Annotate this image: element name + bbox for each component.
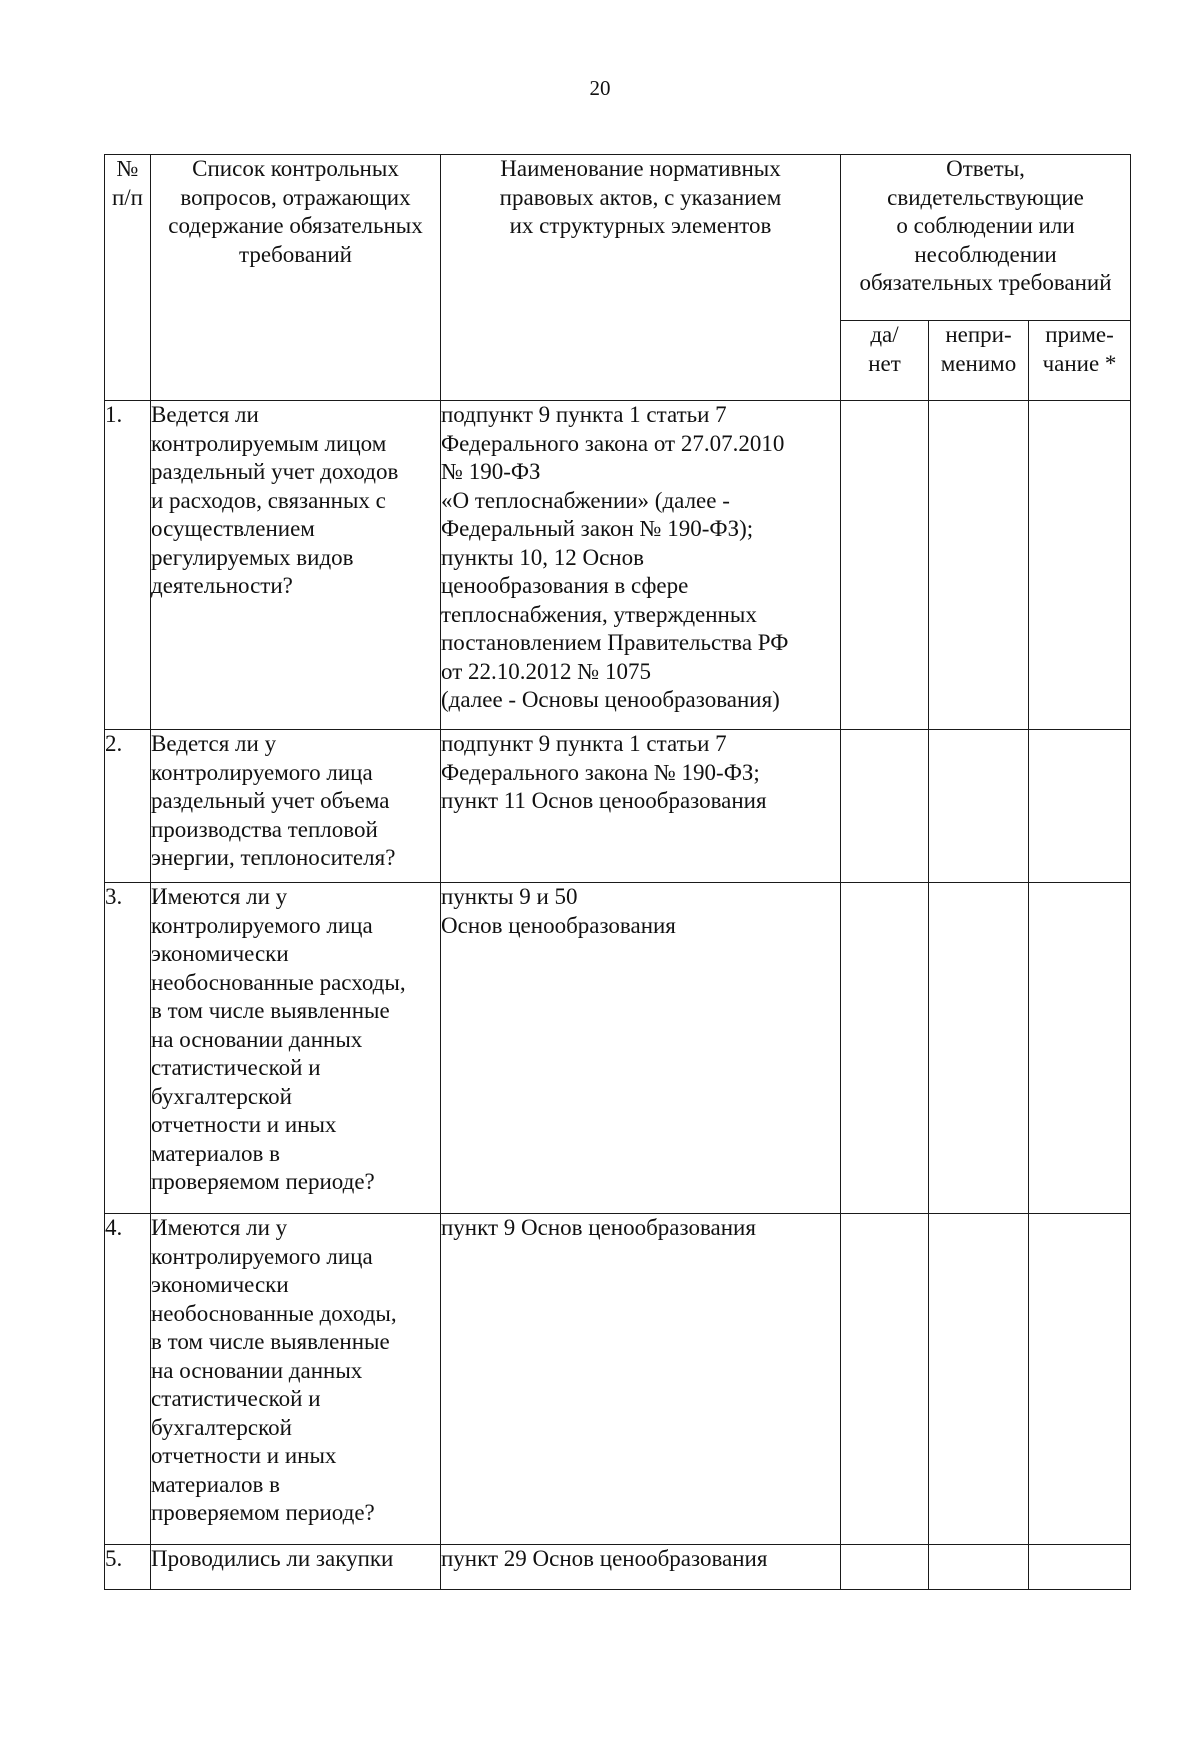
header-row-number: № п/п (105, 155, 151, 401)
answer-yes-no-cell (841, 730, 929, 883)
answer-not-applicable-cell (929, 1545, 1029, 1590)
answer-note-cell (1029, 883, 1131, 1214)
row-number: 4. (105, 1214, 151, 1545)
answer-yes-no-cell (841, 1545, 929, 1590)
checklist-table (104, 154, 1131, 1590)
legal-act-reference: подпункт 9 пункта 1 статьи 7 Федерального закона № 190-ФЗ; пункт 11 Основ ценообразования (441, 730, 841, 883)
answer-not-applicable-cell (929, 401, 1029, 730)
answer-yes-no-cell (841, 883, 929, 1214)
answer-note-cell (1029, 730, 1131, 883)
answer-yes-no-cell (841, 1214, 929, 1545)
legal-act-reference: подпункт 9 пункта 1 статьи 7 Федерального закона от 27.07.2010 № 190-ФЗ «О теплоснабжении» (далее - Федеральный закон № 190-ФЗ); пункты 10, 12 Основ ценообразования в сфере теплоснабжения, утвержденных постановлением Правительства РФ от 22.10.2012 № 1075 (далее - Основы ценообразования) (441, 401, 841, 730)
answer-yes-no-cell (841, 401, 929, 730)
control-question: Ведется ли контролируемым лицом раздельный учет доходов и расходов, связанных с осуществлением регулируемых видов деятельности? (151, 401, 441, 730)
header-not-applicable: непри- менимо (929, 321, 1029, 401)
header-note: приме- чание * (1029, 321, 1131, 401)
row-number: 2. (105, 730, 151, 883)
row-number: 1. (105, 401, 151, 730)
page-number: 20 (589, 76, 611, 100)
table-row (105, 1214, 1131, 1545)
control-question: Имеются ли у контролируемого лица экономически необоснованные доходы, в том числе выявленные на основании данных статистической и бухгалтерской отчетности и иных материалов в проверяемом периоде? (151, 1214, 441, 1545)
row-number: 5. (105, 1545, 151, 1590)
table-row (105, 401, 1131, 730)
table-header (105, 155, 1131, 401)
control-question: Проводились ли закупки (151, 1545, 441, 1590)
control-question: Ведется ли у контролируемого лица раздельный учет объема производства тепловой энергии, теплоносителя? (151, 730, 441, 883)
answer-not-applicable-cell (929, 883, 1029, 1214)
header-answers: Ответы, свидетельствующие о соблюдении или несоблюдении обязательных требований (841, 155, 1131, 321)
table-row (105, 1545, 1131, 1590)
legal-act-reference: пункты 9 и 50 Основ ценообразования (441, 883, 841, 1214)
answer-not-applicable-cell (929, 730, 1029, 883)
control-question: Имеются ли у контролируемого лица экономически необоснованные расходы, в том числе выявленные на основании данных статистической и бухгалтерской отчетности и иных материалов в проверяемом периоде? (151, 883, 441, 1214)
header-question-list: Список контрольных вопросов, отражающих содержание обязательных требований (151, 155, 441, 401)
answer-not-applicable-cell (929, 1214, 1029, 1545)
table-row (105, 730, 1131, 883)
answer-note-cell (1029, 401, 1131, 730)
answer-note-cell (1029, 1214, 1131, 1545)
row-number: 3. (105, 883, 151, 1214)
header-legal-acts: Наименование нормативных правовых актов, с указанием их структурных элементов (441, 155, 841, 401)
header-yes-no: да/ нет (841, 321, 929, 401)
legal-act-reference: пункт 9 Основ ценообразования (441, 1214, 841, 1545)
answer-note-cell (1029, 1545, 1131, 1590)
legal-act-reference: пункт 29 Основ ценообразования (441, 1545, 841, 1590)
table-row (105, 883, 1131, 1214)
